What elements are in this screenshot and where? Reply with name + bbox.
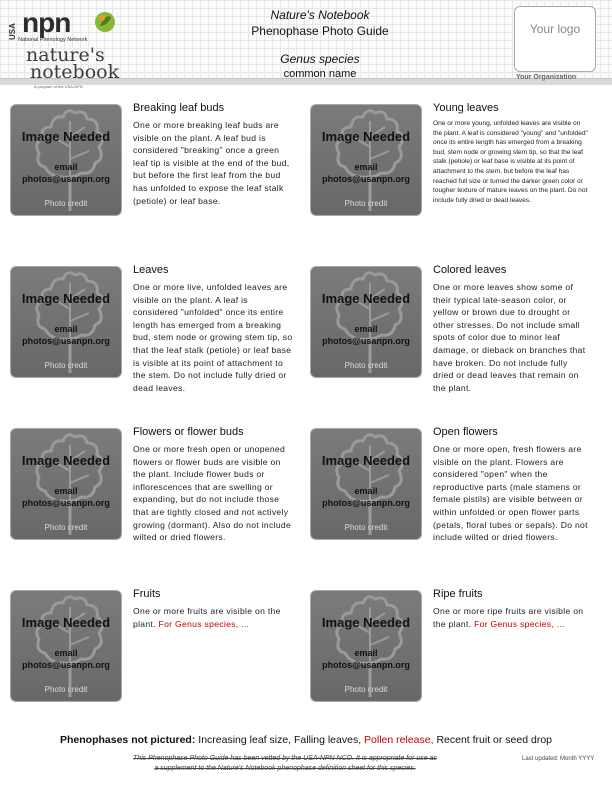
not-pictured-label: Phenophases not pictured:	[60, 734, 196, 746]
page-header	[0, 0, 612, 95]
photo-email	[11, 161, 121, 185]
email-address: photos@usanpn.org	[22, 660, 110, 670]
email-address: photos@usanpn.org	[322, 174, 410, 184]
definition-text: One or more open, fresh flowers are visible on the plant. Flowers are considered "open" when the reproductive parts (male stamens or female pistils) are visible between or within unfolded or open flower parts (petals, floral tubes or sepals). Do not include wilted or dried flowers.	[433, 444, 588, 543]
image-needed-label: Image Needed	[321, 291, 411, 306]
oak-leaf-icon	[333, 593, 407, 699]
phenophase-definition	[433, 281, 589, 394]
image-needed-label: Image Needed	[21, 615, 111, 630]
natures-notebook-logo-top: nature's	[26, 44, 105, 66]
phenophase-title: Fruits	[133, 588, 161, 600]
photo-placeholder	[10, 428, 122, 540]
email-label: email	[54, 324, 78, 334]
npn-logo	[8, 8, 123, 88]
phenophase-title: Young leaves	[433, 102, 499, 114]
oak-leaf-icon	[33, 593, 107, 699]
oak-leaf-icon	[333, 269, 407, 375]
email-address: photos@usanpn.org	[22, 174, 110, 184]
your-logo-placeholder: Your logo	[514, 6, 596, 72]
photo-placeholder	[310, 266, 422, 378]
email-address: photos@usanpn.org	[322, 660, 410, 670]
vetting-disclaimer	[60, 754, 510, 774]
natures-notebook-tagline: A program of the USA-NPN	[34, 84, 83, 89]
email-address: photos@usanpn.org	[22, 336, 110, 346]
photo-credit: Photo credit	[344, 523, 388, 532]
phenophase-title: Flowers or flower buds	[133, 426, 244, 438]
image-needed-label: Image Needed	[321, 453, 411, 468]
oak-leaf-icon	[33, 431, 107, 537]
not-pictured-list-b: Recent fruit or seed drop	[436, 734, 552, 746]
leaf-icon	[94, 11, 116, 33]
disclaimer-line-2: a supplement to the Nature's Notebook phenophase definition sheet for this species.	[154, 765, 416, 772]
phenophase-definition	[433, 119, 589, 205]
phenophase-title: Leaves	[133, 264, 169, 276]
not-pictured-list-red: Pollen release,	[364, 734, 434, 746]
oak-leaf-icon	[33, 269, 107, 375]
phenophase-title: Colored leaves	[433, 264, 507, 276]
species-common-name: common name	[283, 68, 357, 80]
phenophase-definition	[133, 119, 293, 207]
photo-placeholder	[310, 104, 422, 216]
definition-text: One or more ripe fruits are visible on the plant.	[433, 606, 584, 629]
phenophase-definition	[133, 605, 293, 630]
email-address: photos@usanpn.org	[22, 498, 110, 508]
npn-usa-label: USA	[8, 23, 17, 40]
definition-text: One or more fresh open or unopened flowers or flower buds are visible on the plant. Include flower buds or inflorescences that are swelling or expanding, but do not include those that are tightly closed and not actively growing (dormant). Also do not include wilted or dried flowers.	[133, 444, 292, 543]
email-label: email	[354, 486, 378, 496]
email-label: email	[354, 162, 378, 172]
photo-placeholder	[310, 428, 422, 540]
photo-credit: Photo credit	[344, 361, 388, 370]
phenophase-definition	[433, 605, 589, 630]
phenophase-title: Ripe fruits	[433, 588, 483, 600]
photo-credit: Photo credit	[344, 199, 388, 208]
definition-text: One or more young, unfolded leaves are visible on the plant. A leaf is considered "young" and "unfolded" once its entire length has emerged from a breaking bud, stem node or growing stem tip, so that the leaf stalk (petiole) or leaf base is visible at its point of attachment to the stem, but before the leaf has reached full size or turned the darker green color or tougher texture of mature leaves on the plant. Do not include fully dried or dead leaves.	[433, 120, 588, 204]
email-label: email	[354, 324, 378, 334]
photo-email	[311, 161, 421, 185]
definition-text: One or more fruits are visible on the plant.	[133, 606, 281, 629]
image-needed-label: Image Needed	[21, 291, 111, 306]
image-needed-label: Image Needed	[321, 129, 411, 144]
last-updated: Last updated: Month YYYY	[522, 756, 595, 762]
photo-placeholder	[310, 590, 422, 702]
phenophase-definition	[133, 281, 293, 394]
definition-text: One or more live, unfolded leaves are visible on the plant. A leaf is considered "unfolded" once its entire length has emerged from a breaking bud, stem node or growing stem tip, so that the leaf stalk (petiole) or leaf base is visible at its point of attachment to the stem. Do not include fully dried or dead leaves.	[133, 282, 293, 393]
not-pictured-list-a: Increasing leaf size, Falling leaves,	[198, 734, 362, 746]
phenophases-not-pictured	[0, 734, 612, 746]
email-label: email	[354, 648, 378, 658]
photo-placeholder	[10, 104, 122, 216]
photo-credit: Photo credit	[44, 199, 88, 208]
photo-email	[311, 647, 421, 671]
definition-text: One or more leaves show some of their typical late-season color, or yellow or brown due to drought or other stresses. Do not include small spots of color due to minor leaf damage, or dieback on branches that have broken. Do not include fully dried or dead leaves that remain on the plant.	[433, 282, 586, 393]
definition-text: One or more breaking leaf buds are visible on the plant. A leaf bud is considered "breaking" once a green leaf tip is visible at the end of the bud, but before the first leaf from the bud has unfolded to expose the leaf stalk (petiole) or leaf base.	[133, 120, 290, 206]
photo-credit: Photo credit	[44, 685, 88, 694]
email-address: photos@usanpn.org	[322, 498, 410, 508]
species-specific-note: For Genus species, ...	[474, 618, 565, 629]
photo-credit: Photo credit	[44, 523, 88, 532]
photo-email	[311, 323, 421, 347]
oak-leaf-icon	[333, 431, 407, 537]
phenophase-title: Breaking leaf buds	[133, 102, 225, 114]
phenophase-title: Open flowers	[433, 426, 498, 438]
photo-email	[11, 485, 121, 509]
photo-placeholder	[10, 590, 122, 702]
photo-email	[11, 323, 121, 347]
disclaimer-line-1: This Phenophase Photo Guide has been vetted by the USA-NPN NCO. It is appropriate for use as	[133, 755, 437, 762]
guide-subtitle: Phenophase Photo Guide	[251, 24, 389, 38]
guide-title: Nature's Notebook	[270, 8, 370, 22]
email-label: email	[54, 648, 78, 658]
email-label: email	[54, 162, 78, 172]
npn-subtitle: National Phenology Network	[18, 37, 88, 43]
photo-email	[11, 647, 121, 671]
email-address: photos@usanpn.org	[322, 336, 410, 346]
oak-leaf-icon	[33, 107, 107, 213]
your-organization-label: Your Organization	[516, 74, 577, 81]
natures-notebook-logo-bottom: notebook	[30, 61, 120, 83]
oak-leaf-icon	[333, 107, 407, 213]
photo-email	[311, 485, 421, 509]
npn-wordmark: npn	[22, 7, 71, 38]
photo-placeholder	[10, 266, 122, 378]
photo-credit: Photo credit	[344, 685, 388, 694]
email-label: email	[54, 486, 78, 496]
phenophase-definition	[433, 443, 589, 544]
image-needed-label: Image Needed	[21, 129, 111, 144]
photo-credit: Photo credit	[44, 361, 88, 370]
phenophase-definition	[133, 443, 293, 544]
species-specific-note: For Genus species, ...	[158, 618, 250, 629]
species-scientific-name: Genus species	[280, 52, 360, 66]
image-needed-label: Image Needed	[321, 615, 411, 630]
image-needed-label: Image Needed	[21, 453, 111, 468]
